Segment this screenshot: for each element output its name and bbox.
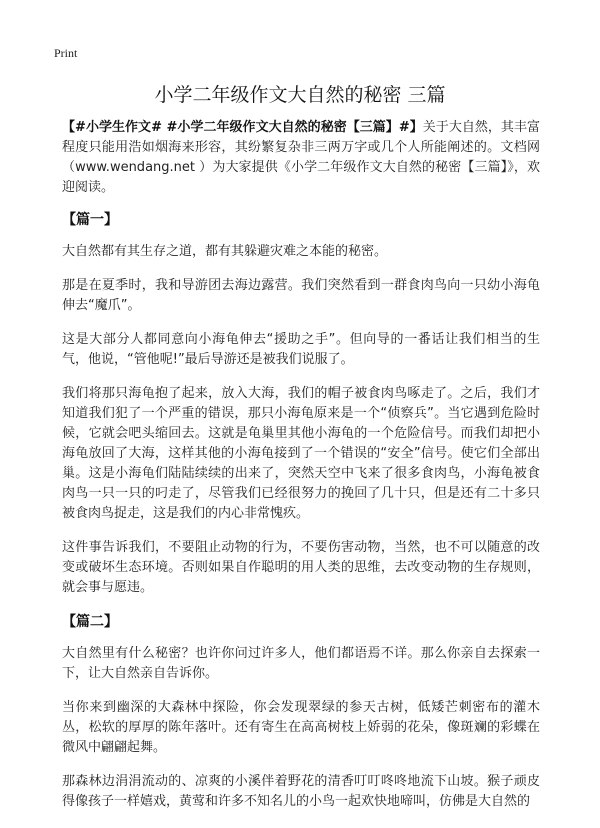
paragraph: 大自然里有什么秘密？也许你问过许多人，他们都语焉不详。那么你亲自去探索一下，让大自然亲自告诉你。 (62, 646, 540, 681)
intro-paragraph (62, 118, 540, 198)
section-heading-2: 【篇二】 (62, 614, 118, 630)
paragraph: 这是大部分人都同意向小海龟伸去“援助之手”。但向导的一番话让我们相当的生气，他说，“管他呢!”最后导游还是被我们说服了。 (62, 332, 540, 367)
paragraph: 我们将那只海龟抱了起来，放入大海，我们的帽子被食肉鸟啄走了。之后，我们才知道我们犯了一个严重的错误，那只小海龟原来是一个“侦察兵”。当它遇到危险时候，它就会吧头缩回去。这就是龟巢里其他小海龟的一个危险信号。而我们却把小海龟放回了大海，这样其他的小海龟接到了一个错误的“安全”信号。使它们全部出巢。这是小海龟们陆陆续续的出来了，突然天空中飞来了很多食肉鸟，小海龟被食肉鸟一只一只的叼走了，尽管我们已经很努力的挽回了几十只，但是还有二十多只被食肉鸟捉走，这是我们的内心非常愧疚。 (62, 386, 540, 521)
paragraph: 那是在夏季时，我和导游团去海边露营。我们突然看到一群食肉鸟向一只幼小海龟伸去“魔爪”。 (62, 278, 540, 313)
section-heading-1: 【篇一】 (62, 212, 118, 228)
paragraph: 当你来到幽深的大森林中探险，你会发现翠绿的参天古树，低矮芒刺密布的灌木丛，松软的厚厚的陈年落叶。还有寄生在高高树枝上娇弱的花朵，像斑斓的彩蝶在微风中翩翩起舞。 (62, 700, 540, 755)
article-body (62, 118, 540, 826)
paragraph: 大自然都有其生存之道，都有其躲避灾难之本能的秘密。 (62, 244, 388, 259)
page-title: 小学二年级作文大自然的秘密 三篇 (154, 84, 446, 106)
paragraph: 这件事告诉我们，不要阻止动物的行为，不要伤害动物，当然，也不可以随意的改变或破坏生态环境。否则如果自作聪明的用人类的思维，去改变动物的生存规则，就会事与愿违。 (62, 540, 540, 595)
intro-tag: 【#小学生作文# #小学二年级作文大自然的秘密【三篇】#】 (62, 120, 423, 135)
intro-text: 关于大自然，其丰富程度只能用浩如烟海来形容，其纷繁复杂非三两万字或几个人所能阐述的。文档网（www.wendang.net ）为大家提供《小学二年级作文大自然的秘密【三篇】》，欢迎阅读。 (62, 120, 540, 195)
paragraph: 那森林边涓涓流动的、凉爽的小溪伴着野花的清香叮叮咚咚地流下山坡。猴子顽皮得像孩子一样嬉戏，黄莺和许多不知名儿的小鸟一起欢快地啼叫，仿佛是大自然的 (62, 774, 540, 809)
print-label: Print (54, 46, 78, 60)
